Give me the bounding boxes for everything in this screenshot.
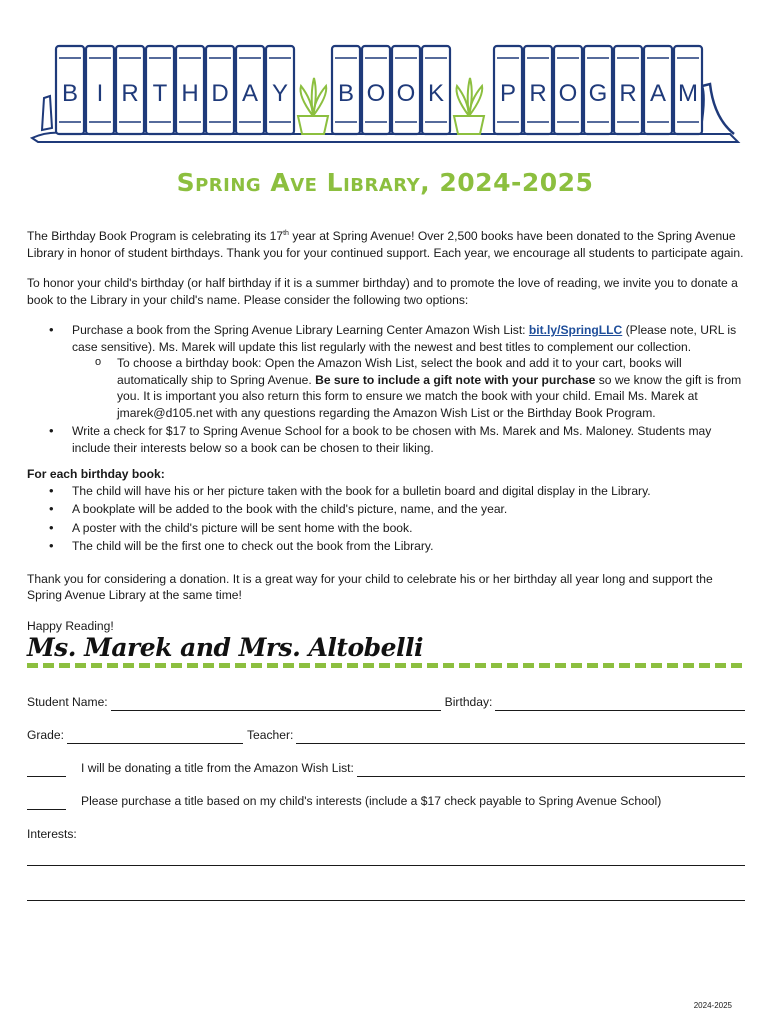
banner-letter: M — [678, 80, 698, 107]
birthday-book-program-banner — [30, 38, 742, 150]
teacher-label: Teacher: — [246, 728, 294, 743]
book-spines — [56, 46, 702, 134]
banner-letter: A — [241, 80, 259, 107]
banner-letter: O — [396, 80, 416, 107]
birthday-label: Birthday: — [444, 695, 493, 710]
student-name-label: Student Name: — [27, 695, 108, 710]
banner-letter: T — [152, 80, 168, 107]
banner-letter: R — [529, 80, 547, 107]
banner-letter: I — [96, 80, 104, 107]
banner-letter: O — [366, 80, 386, 107]
each-book-list — [27, 483, 745, 555]
wishlist-title-field[interactable] — [357, 764, 745, 777]
banner-letter: P — [499, 80, 517, 107]
banner-letter: G — [588, 80, 608, 107]
interests-line-1[interactable] — [27, 853, 745, 866]
banner-letter: R — [121, 80, 139, 107]
amazon-instructions: o To choose a birthday book: Open the Amazon Wish List, select the book and add it to your cart, books will automatically ship to Spring Avenue. Be sure to include a gift note with your purchase so we know the gift is from you. It is important you also return this form to ensure we match the book with your child. Email Ms. Marek at jmarek@d105.net with any questions regarding the Amazon Wish List or the Birthday Book Program. — [72, 355, 745, 421]
grade-field[interactable] — [67, 731, 243, 744]
intro-paragraph-1: The Birthday Book Program is celebrating its 17th year at Spring Avenue! Over 2,500 books have been donated to the Spring Avenue Library in honor of student birthdays. Thank you for your continued support. Each year, we encourage all students to participate again. — [27, 229, 744, 260]
intro-paragraph-2: To honor your child's birthday (or half birthday if it is a summer birthday) and to promote the love of reading, we invite you to donate a book to the Library in your child's name. Please consider the following two options: — [27, 276, 738, 307]
banner-letter: K — [427, 80, 445, 107]
grade-row — [27, 727, 745, 744]
purchase-label: Please purchase a title based on my child's interests (include a $17 check payable to Spring Avenue School) — [81, 794, 662, 809]
banner-letter: B — [61, 80, 79, 107]
student-name-field[interactable] — [111, 698, 441, 711]
wishlist-label: I will be donating a title from the Amazon Wish List: — [81, 761, 354, 776]
closing-paragraph: Thank you for considering a donation. It is a great way for your child to celebrate his or her birthday all year long and support the Spring Avenue Library at the same time! — [27, 571, 713, 603]
plant-pot — [298, 116, 328, 134]
list-item: • A bookplate will be added to the book with the child's picture, name, and the year. — [27, 501, 745, 518]
signature: Ms. Marek and Mrs. Altobelli — [27, 633, 424, 663]
list-item: • The child will be the first one to check out the book from the Library. — [27, 538, 745, 555]
banner-letter: B — [337, 80, 355, 107]
library-title: Spring Ave Library, 2024-2025 — [176, 168, 594, 197]
purchase-row — [27, 793, 745, 810]
interests-row — [27, 826, 745, 843]
teacher-field[interactable] — [296, 731, 745, 744]
option-check: • Write a check for $17 to Spring Avenue School for a book to be chosen with Ms. Marek and Ms. Maloney. Students may include their interests below so a book can be chosen to their liking. — [27, 423, 745, 456]
footer-year: 2024-2025 — [693, 1001, 732, 1010]
list-item: • The child will have his or her picture taken with the book for a bulletin board and digital display in the Library. — [27, 483, 745, 500]
student-name-row — [27, 694, 745, 711]
purchase-checkbox-line[interactable] — [27, 797, 66, 810]
wishlist-row — [27, 760, 745, 777]
wishlist-checkbox-line[interactable] — [27, 764, 66, 777]
wishlist-link[interactable]: bit.ly/SpringLLC — [528, 323, 623, 338]
banner-letter: Y — [271, 80, 289, 107]
plant-pot — [454, 116, 484, 134]
plant-leaf — [468, 78, 472, 116]
document-body — [27, 226, 745, 901]
banner-letter: O — [558, 80, 578, 107]
banner-letter: D — [211, 80, 229, 107]
happy-reading: Happy Reading! — [27, 618, 114, 633]
banner-letter: A — [649, 80, 667, 107]
plant-leaf — [312, 78, 316, 116]
green-dashed-divider — [27, 663, 745, 668]
birthday-field[interactable] — [495, 698, 745, 711]
grade-label: Grade: — [27, 728, 64, 743]
each-book-heading: For each birthday book: — [27, 467, 165, 482]
banner-letter: H — [181, 80, 199, 107]
option-amazon: • Purchase a book from the Spring Avenue Library Learning Center Amazon Wish List: bit.ly/SpringLLC (Please note, URL is case sensitive). Ms. Marek will update this list regularly with the newest and best titles to complement our collection. o To choose a birthday book: Open the Amazon Wish List, select the book and add it to your cart, books will automatically ship to Spring Avenue. Be sure to include a gift note with your purchase so we know the gift is from you. It is important you also return this form to ensure we match the book with your child. Email Ms. Marek at jmarek@d105.net with any questions regarding the Amazon Wish List or the Birthday Book Program. — [27, 322, 745, 421]
list-item: • A poster with the child's picture will be sent home with the book. — [27, 520, 745, 537]
donation-options-list — [27, 322, 745, 456]
banner-letter: R — [619, 80, 637, 107]
interests-label: Interests: — [27, 827, 77, 842]
interests-line-2[interactable] — [27, 888, 745, 901]
